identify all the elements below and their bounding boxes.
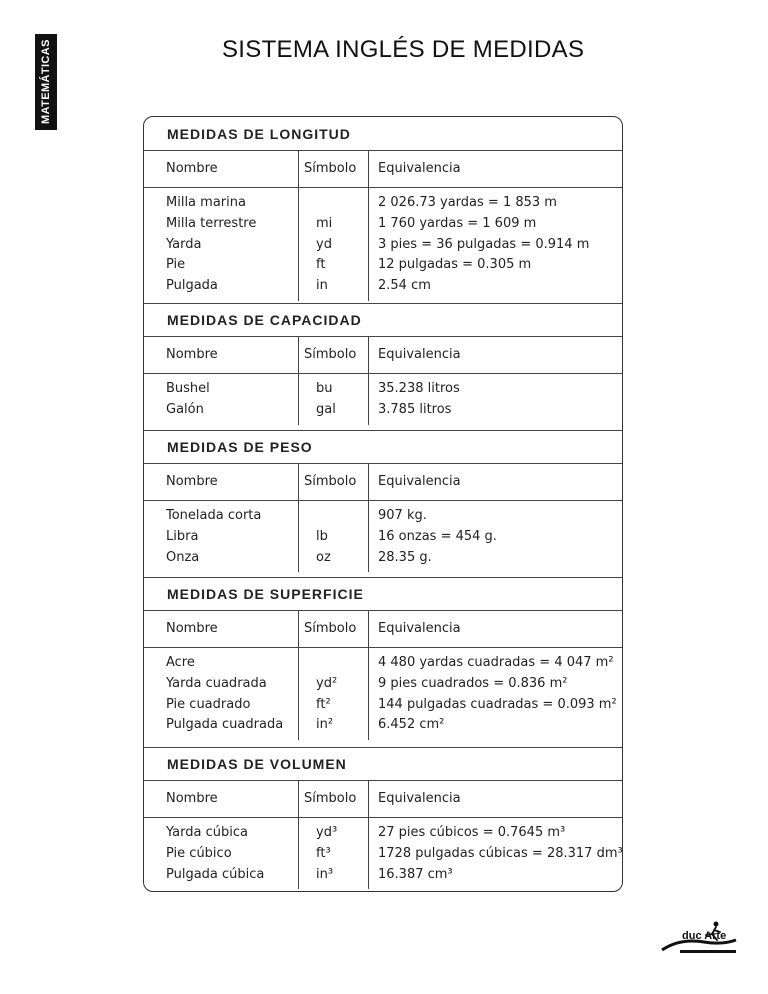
unit-name: Milla terrestre bbox=[166, 215, 257, 231]
unit-equivalence: 6.452 cm² bbox=[378, 717, 445, 733]
column-header-equivalence: Equivalencia bbox=[378, 474, 461, 489]
logo-text: duc Arte bbox=[682, 930, 727, 942]
unit-name: Pie bbox=[166, 257, 186, 273]
column-header-row bbox=[144, 611, 622, 648]
column-divider bbox=[298, 611, 299, 740]
column-header-name: Nombre bbox=[166, 621, 218, 636]
unit-equivalence: 35.238 litros bbox=[378, 381, 460, 396]
unit-equivalence: 3 pies = 36 pulgadas = 0.914 m bbox=[378, 236, 590, 252]
section-rows bbox=[144, 818, 622, 886]
section-title: MEDIDAS DE VOLUMEN bbox=[144, 747, 622, 781]
column-header-name: Nombre bbox=[166, 161, 218, 176]
page-title: SISTEMA INGLÉS DE MEDIDAS bbox=[222, 36, 585, 63]
unit-equivalence: 1728 pulgadas cúbicas = 28.317 dm³ bbox=[378, 845, 623, 861]
unit-equivalence: 16 onzas = 454 g. bbox=[378, 528, 497, 544]
column-header-symbol: Símbolo bbox=[304, 347, 357, 362]
unit-name: Yarda bbox=[166, 236, 202, 252]
unit-name: Milla marina bbox=[166, 195, 246, 210]
unit-equivalence: 27 pies cúbicos = 0.7645 m³ bbox=[378, 825, 566, 840]
section-title: MEDIDAS DE SUPERFICIE bbox=[144, 577, 622, 611]
section-volumen bbox=[144, 747, 622, 886]
section-rows bbox=[144, 188, 622, 298]
column-divider bbox=[368, 151, 369, 301]
unit-symbol: yd³ bbox=[316, 825, 338, 840]
table-row bbox=[144, 380, 622, 401]
section-peso bbox=[144, 430, 622, 569]
table-row bbox=[144, 236, 622, 257]
unit-symbol: in bbox=[316, 278, 328, 294]
unit-symbol: oz bbox=[316, 549, 331, 565]
section-capacidad bbox=[144, 303, 622, 422]
section-rows bbox=[144, 648, 622, 737]
educarte-logo bbox=[660, 920, 738, 960]
unit-equivalence: 16.387 cm³ bbox=[378, 866, 453, 882]
unit-name: Galón bbox=[166, 401, 204, 417]
column-header-equivalence: Equivalencia bbox=[378, 347, 461, 362]
column-divider bbox=[368, 464, 369, 572]
table-row bbox=[144, 716, 622, 737]
table-row bbox=[144, 507, 622, 528]
unit-equivalence: 28.35 g. bbox=[378, 549, 432, 565]
column-header-row bbox=[144, 337, 622, 374]
table-row bbox=[144, 401, 622, 422]
unit-name: Pulgada cúbica bbox=[166, 866, 265, 882]
column-divider bbox=[368, 611, 369, 740]
column-header-symbol: Símbolo bbox=[304, 791, 357, 806]
unit-symbol: gal bbox=[316, 401, 336, 417]
side-tab-label: MATEMÁTICAS bbox=[35, 34, 57, 130]
unit-name: Yarda cuadrada bbox=[166, 675, 267, 691]
table-row bbox=[144, 549, 622, 570]
unit-symbol: yd bbox=[316, 236, 332, 252]
unit-equivalence: 12 pulgadas = 0.305 m bbox=[378, 257, 532, 273]
unit-name: Bushel bbox=[166, 381, 210, 396]
unit-equivalence: 3.785 litros bbox=[378, 401, 452, 417]
column-divider bbox=[298, 781, 299, 889]
unit-name: Libra bbox=[166, 528, 199, 544]
unit-name: Pie cuadrado bbox=[166, 696, 251, 712]
table-row bbox=[144, 866, 622, 887]
unit-equivalence: 4 480 yardas cuadradas = 4 047 m² bbox=[378, 655, 614, 670]
unit-equivalence: 144 pulgadas cuadradas = 0.093 m² bbox=[378, 696, 617, 712]
unit-symbol: ft³ bbox=[316, 845, 331, 861]
unit-name: Pulgada cuadrada bbox=[166, 717, 284, 733]
unit-name: Tonelada corta bbox=[166, 508, 262, 523]
unit-equivalence: 907 kg. bbox=[378, 508, 427, 523]
table-row bbox=[144, 675, 622, 696]
column-divider bbox=[368, 337, 369, 425]
section-title: MEDIDAS DE LONGITUD bbox=[144, 117, 622, 151]
section-rows bbox=[144, 374, 622, 422]
column-header-name: Nombre bbox=[166, 791, 218, 806]
unit-name: Onza bbox=[166, 549, 200, 565]
table-row bbox=[144, 215, 622, 236]
unit-symbol: yd² bbox=[316, 675, 338, 691]
unit-symbol: bu bbox=[316, 381, 333, 396]
column-header-row bbox=[144, 464, 622, 501]
unit-symbol: in³ bbox=[316, 866, 334, 882]
table-row bbox=[144, 256, 622, 277]
column-header-equivalence: Equivalencia bbox=[378, 621, 461, 636]
unit-name: Yarda cúbica bbox=[166, 825, 248, 840]
column-divider bbox=[368, 781, 369, 889]
column-header-name: Nombre bbox=[166, 347, 218, 362]
table-row bbox=[144, 696, 622, 717]
section-longitud bbox=[144, 117, 622, 298]
column-header-name: Nombre bbox=[166, 474, 218, 489]
table-row bbox=[144, 845, 622, 866]
column-header-symbol: Símbolo bbox=[304, 621, 357, 636]
unit-name: Pie cúbico bbox=[166, 845, 232, 861]
unit-symbol: lb bbox=[316, 528, 328, 544]
column-header-row bbox=[144, 151, 622, 188]
section-title: MEDIDAS DE CAPACIDAD bbox=[144, 303, 622, 337]
column-divider bbox=[298, 464, 299, 572]
unit-symbol: in² bbox=[316, 717, 334, 733]
column-header-equivalence: Equivalencia bbox=[378, 791, 461, 806]
column-header-symbol: Símbolo bbox=[304, 474, 357, 489]
table-row bbox=[144, 277, 622, 298]
unit-name: Acre bbox=[166, 655, 195, 670]
unit-equivalence: 9 pies cuadrados = 0.836 m² bbox=[378, 675, 568, 691]
table-row bbox=[144, 194, 622, 215]
unit-equivalence: 2 026.73 yardas = 1 853 m bbox=[378, 195, 557, 210]
column-divider bbox=[298, 337, 299, 425]
table-row bbox=[144, 528, 622, 549]
section-superficie bbox=[144, 577, 622, 737]
unit-equivalence: 1 760 yardas = 1 609 m bbox=[378, 215, 537, 231]
column-divider bbox=[298, 151, 299, 301]
table-row bbox=[144, 654, 622, 675]
unit-equivalence: 2.54 cm bbox=[378, 278, 431, 294]
table-row bbox=[144, 824, 622, 845]
section-title: MEDIDAS DE PESO bbox=[144, 430, 622, 464]
unit-name: Pulgada bbox=[166, 278, 218, 294]
section-rows bbox=[144, 501, 622, 569]
column-header-symbol: Símbolo bbox=[304, 161, 357, 176]
unit-symbol: mi bbox=[316, 215, 333, 231]
unit-symbol: ft bbox=[316, 257, 326, 273]
column-header-equivalence: Equivalencia bbox=[378, 161, 461, 176]
column-header-row bbox=[144, 781, 622, 818]
measures-table bbox=[143, 116, 623, 892]
unit-symbol: ft² bbox=[316, 696, 331, 712]
